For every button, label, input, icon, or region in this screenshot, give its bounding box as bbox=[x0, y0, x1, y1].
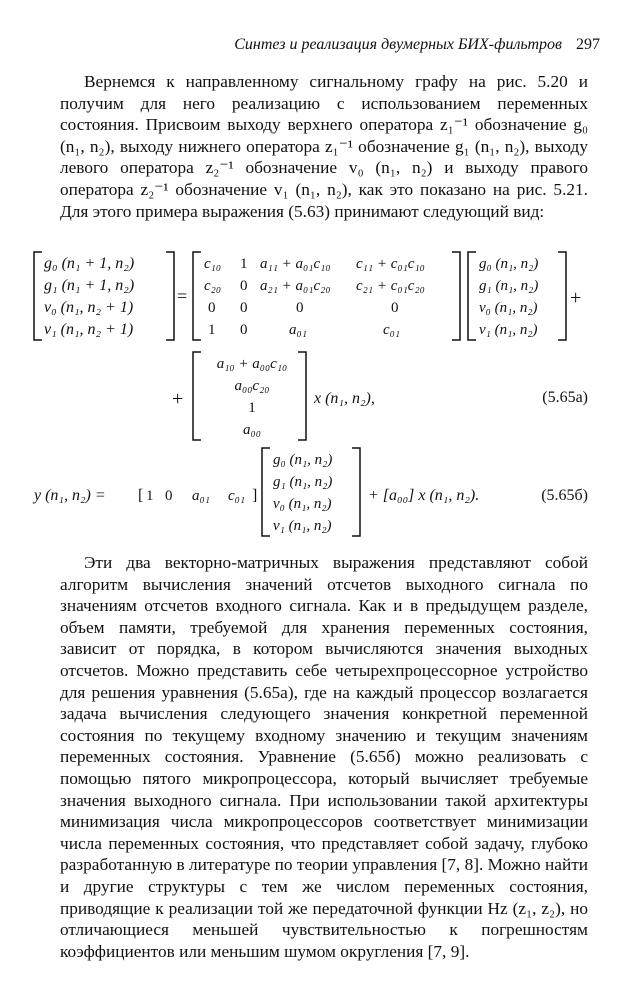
state-vector-entry: g₀ (n₁, n₂) bbox=[273, 452, 333, 468]
matrix-cell: 1 bbox=[240, 256, 248, 272]
lhs-vector-right-bracket bbox=[166, 252, 174, 340]
matrix-cell: c₁₁ + c₀₁c₁₀ bbox=[356, 256, 425, 272]
state-vector-entry: v₀ (n₁, n₂) bbox=[479, 300, 538, 316]
output-tail: + [a₀₀] x (n₁, n₂). bbox=[368, 487, 480, 504]
matrix-cell: c₂₁ + c₀₁c₂₀ bbox=[356, 278, 425, 294]
row-vector-entry: 0 bbox=[165, 488, 173, 504]
state-vector-entry: g₀ (n₁, n₂) bbox=[479, 256, 539, 272]
paragraph-discussion-text: Эти два векторно-матричных выражения представляют собой алгоритм вычисления значений отсчетов выходного сигнала по значениям отсчетов входного сигнала. Как и в предыдущем разделе, объем памяти, требуемой для хранения переменных состояния, зависит от порядка, в котором вычисляются значения выходных отсчетов. Можно представить себе четырехпроцессорное устройство для решения уравнения (5.65а), где на каждый процессор возлагается задача вычисления следующего значения конкретной переменной состояния по текущему входному значению и текущим значениям переменных состояния. Уравнение (5.65б) можно реализовать с помощью пятого микропроцессора, который вычисляет требуемые значения выходного сигнала. При использовании такой архитектуры минимизация числа микропроцессоров соответствует минимизации числа переменных состояния, что представляет собой задачу, глубоко разработанную в литературе по теории управления [7, 8]. Можно найти и другие структуры с тем же числом переменных состояния, приводящие к реализации той же передаточной функции Hz (z₁, z₂), но отличающиеся меньшей чувствительностью к погрешностям коэффициентов или меньшим шумом округления [7, 9]. bbox=[60, 553, 588, 961]
row-vector-entry: 1 bbox=[146, 488, 154, 504]
equals-sign: = bbox=[177, 286, 188, 306]
row-vector-bracket: ] bbox=[252, 487, 258, 504]
state-vector-entry: v₀ (n₁, n₂) bbox=[273, 496, 332, 512]
input-vector-entry: a₀₀ bbox=[243, 422, 261, 438]
matrix-cell: a₁₁ + a₀₁c₁₀ bbox=[260, 256, 331, 272]
paragraph-intro-text: Вернемся к направленному сигнальному графу на рис. 5.20 и получим для него реализацию с использованием переменных состояния. Присвоим выходу верхнего оператора z₁⁻¹ обозначение g₀ (n₁, n₂), выходу нижнего оператора z₁⁻¹ обозначение g₁ (n₁, n₂), выходу левого оператора z₂⁻¹ обозначение v₀ (n₁, n₂) и выходу правого оператора z₂⁻¹ обозначение v₁ (n₁, n₂), как это показано на рис. 5.21. Для этого примера выражения (5.63) принимают следующий вид: bbox=[60, 72, 588, 221]
input-vector-left-bracket bbox=[193, 352, 201, 440]
matrix-cell: 1 bbox=[208, 322, 216, 338]
matrix-cell: 0 bbox=[296, 300, 304, 316]
lhs-vector-left-bracket bbox=[34, 252, 42, 340]
lhs-vector-entry: v₀ (n₁, n₂ + 1) bbox=[44, 299, 134, 316]
matrix-cell: c₂₀ bbox=[204, 278, 222, 294]
matrix-cell: 0 bbox=[391, 300, 399, 316]
row-vector-bracket: [ bbox=[138, 487, 144, 504]
state-vector-entry: g₁ (n₁, n₂) bbox=[479, 278, 539, 294]
matrix-cell: 0 bbox=[208, 300, 216, 316]
input-vector-entry: 1 bbox=[248, 400, 256, 416]
matrix-cell: c₁₀ bbox=[204, 256, 222, 272]
matrix-left-bracket bbox=[193, 252, 201, 340]
matrix-cell: 0 bbox=[240, 300, 248, 316]
output-lhs: y (n₁, n₂) = bbox=[34, 487, 106, 504]
input-vector-entry: a₁₀ + a₀₀c₁₀ bbox=[216, 356, 288, 372]
plus-sign: + bbox=[172, 388, 184, 410]
state-vector-right-bracket bbox=[558, 252, 566, 340]
coefficient-matrix bbox=[204, 256, 425, 338]
running-title: Синтез и реализация двумерных БИХ-фильтров bbox=[234, 36, 562, 53]
paragraph-discussion bbox=[60, 552, 588, 962]
row-vector-entry: c₀₁ bbox=[228, 488, 246, 504]
plus-sign: + bbox=[570, 287, 582, 309]
row-vector-entry: a₀₁ bbox=[192, 488, 210, 504]
equation-number: (5.65б) bbox=[541, 487, 588, 504]
output-row-vector bbox=[138, 487, 257, 504]
input-vector-right-bracket bbox=[298, 352, 306, 440]
matrix-cell: a₀₁ bbox=[289, 322, 307, 338]
output-state-vector-left-bracket bbox=[262, 448, 270, 536]
state-vector-entry: v₁ (n₁, n₂) bbox=[273, 518, 332, 534]
page-number: 297 bbox=[576, 36, 600, 53]
output-state-vector-right-bracket bbox=[352, 448, 360, 536]
lhs-vector-entry: g₁ (n₁ + 1, n₂) bbox=[44, 277, 135, 294]
matrix-cell: a₂₁ + a₀₁c₂₀ bbox=[260, 278, 331, 294]
matrix-cell: 0 bbox=[240, 322, 248, 338]
lhs-vector-entry: g₀ (n₁ + 1, n₂) bbox=[44, 255, 135, 272]
state-vector-left-bracket bbox=[468, 252, 476, 340]
equation-number: (5.65а) bbox=[542, 389, 588, 406]
matrix-cell: c₀₁ bbox=[383, 322, 401, 338]
state-vector-entry: v₁ (n₁, n₂) bbox=[479, 322, 538, 338]
input-term: x (n₁, n₂), bbox=[314, 390, 375, 407]
matrix-right-bracket bbox=[452, 252, 460, 340]
matrix-cell: 0 bbox=[240, 278, 248, 294]
lhs-vector-entry: v₁ (n₁, n₂ + 1) bbox=[44, 321, 134, 338]
state-vector-entry: g₁ (n₁, n₂) bbox=[273, 474, 333, 490]
input-vector-entry: a₀₀c₂₀ bbox=[234, 378, 270, 394]
